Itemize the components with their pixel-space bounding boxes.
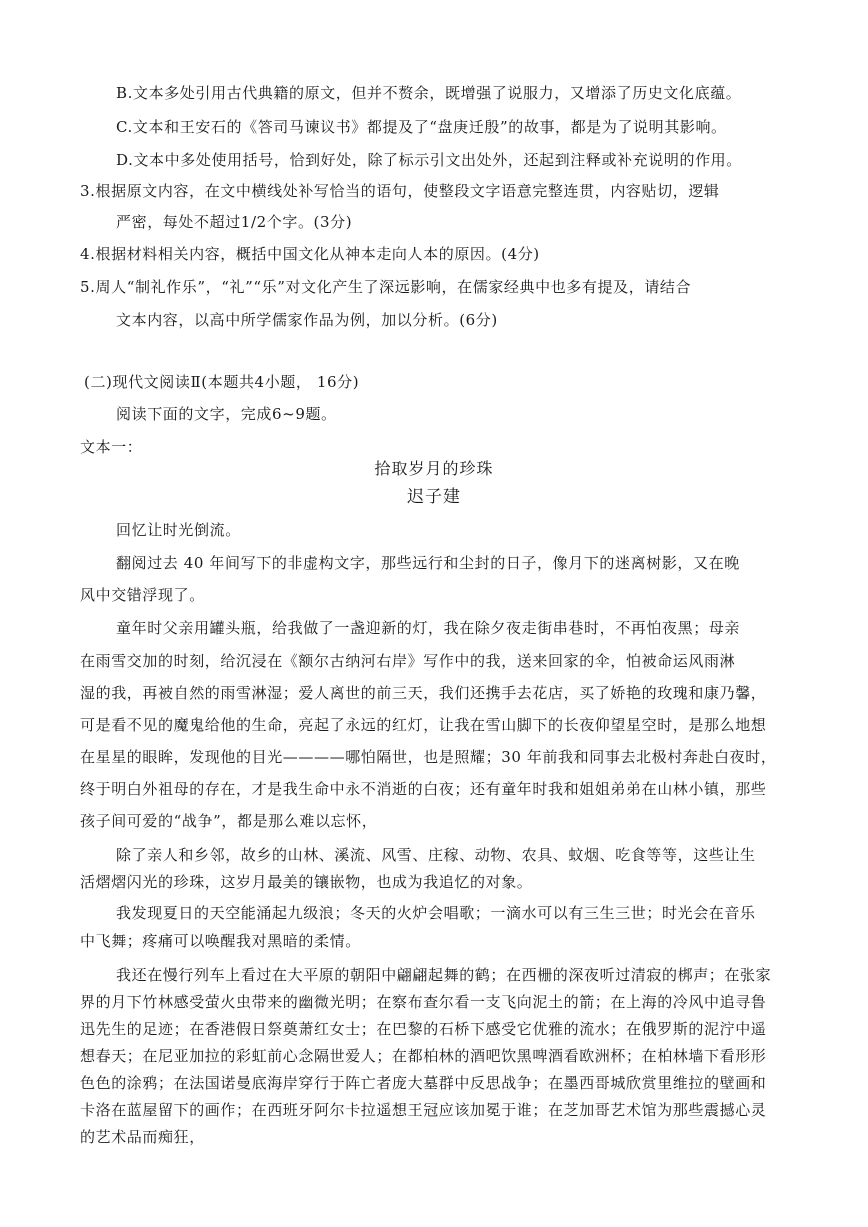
article-line: 卡洛在蓝屋留下的画作；在西班牙阿尔卡拉遥想王冠应该加冕于谁；在芝加哥艺术馆为那些震撼心灵 (80, 1101, 767, 1119)
article-line: 的艺术品而痴狂， (80, 1128, 205, 1146)
section-heading: (二)现代文阅读Ⅱ(本题共4小题， 16分) (84, 373, 360, 391)
article-line: 我发现夏日的天空能涌起九级浪；冬天的火炉会唱歌；一滴水可以有三生三世；时光会在音乐 (116, 904, 756, 922)
article-title: 拾取岁月的珍珠 (374, 459, 494, 478)
article-line: 湿的我，再被自然的雨雪淋湿；爱人离世的前三天，我们还携手去花店，买了娇艳的玫瑰和康乃馨， (80, 684, 767, 702)
article-line: 终于明白外祖母的存在，才是我生命中永不消逝的白夜；还有童年时我和姐姐弟弟在山林小镇，那些 (80, 780, 767, 798)
option-d: D.文本中多处使用括号，恰到好处，除了标示引文出处外，还起到注释或补充说明的作用。 (116, 151, 742, 169)
article-line: 翻阅过去 40 年间写下的非虚构文字，那些远行和尘封的日子，像月下的迷离树影，又在晚 (116, 554, 740, 572)
article-line: 活熠熠闪光的珍珠，这岁月最美的镶嵌物，也成为我追忆的对象。 (80, 873, 533, 891)
article-line: 童年时父亲用罐头瓶，给我做了一盏迎新的灯，我在除夕夜走街串巷时，不再怕夜黑；母亲 (116, 619, 741, 637)
article-line: 风中交错浮现了。 (80, 586, 205, 604)
article-author: 迟子建 (407, 487, 461, 507)
article-line: 在雨雪交加的时刻，给沉浸在《额尔古纳河右岸》写作中的我，送来回家的伞，怕被命运风雨淋 (80, 652, 736, 670)
article-line: 回忆让时光倒流。 (116, 521, 241, 539)
option-b: B.文本多处引用古代典籍的原文，但并不赘余，既增强了说服力，又增添了历史文化底蕴。 (116, 84, 742, 102)
question-3-line-1: 3.根据原文内容，在文中横线处补写恰当的语句，使整段文字语意完整连贯，内容贴切，逻辑 (80, 182, 720, 200)
option-c: C.文本和王安石的《答司马谏议书》都提及了“盘庚迁殷”的故事，都是为了说明其影响。 (116, 118, 727, 136)
section-instruction: 阅读下面的文字，完成6~9题。 (116, 405, 337, 423)
question-3-line-2: 严密，每处不超过1/2个字。(3分) (116, 213, 353, 231)
article-line: 想春天；在尼亚加拉的彩虹前心念隔世爱人；在都柏林的酒吧饮黑啤酒看欧洲杯；在柏林墙下看形形 (80, 1047, 767, 1065)
article-line: 除了亲人和乡邻，故乡的山林、溪流、风雪、庄稼、动物、农具、蚊烟、吃食等等，这些让生 (116, 846, 756, 864)
question-4: 4.根据材料相关内容，概括中国文化从神本走向人本的原因。(4分) (80, 245, 540, 263)
article-line: 可是看不见的魔鬼给他的生命，亮起了永远的红灯，让我在雪山脚下的长夜仰望星空时，是那么地想 (80, 716, 767, 734)
article-line: 迅先生的足迹；在香港假日祭奠萧红女士；在巴黎的石桥下感受它优雅的流水；在俄罗斯的泥泞中遥 (80, 1020, 767, 1038)
article-line: 中飞舞；疼痛可以唤醒我对黑暗的柔情。 (80, 932, 361, 950)
question-5-line-1: 5.周人“制礼作乐”，“礼”“乐”对文化产生了深远影响，在儒家经典中也多有提及，请结合 (80, 278, 692, 296)
article-line: 色色的涂鸦；在法国诺曼底海岸穿行于阵亡者庞大墓群中反思战争；在墨西哥城欣赏里维拉的壁画和 (80, 1074, 767, 1092)
article-line: 孩子间可爱的“战争”，都是那么难以忘怀， (80, 812, 378, 830)
question-5-line-2: 文本内容，以高中所学儒家作品为例，加以分析。(6分) (116, 311, 498, 329)
article-line: 在星星的眼眸，发现他的目光————哪怕隔世，也是照耀；30 年前我和同事去北极村奔赴白夜时， (80, 748, 777, 766)
article-line: 界的月下竹林感受萤火虫带来的幽微光明；在察布查尔看一支飞向泥土的箭；在上海的冷风中追寻鲁 (80, 993, 767, 1011)
text-label: 文本一： (80, 438, 143, 456)
article-line: 我还在慢行列车上看过在大平原的朝阳中翩翩起舞的鹤；在西栅的深夜听过清寂的梆声；在张家 (116, 966, 772, 984)
